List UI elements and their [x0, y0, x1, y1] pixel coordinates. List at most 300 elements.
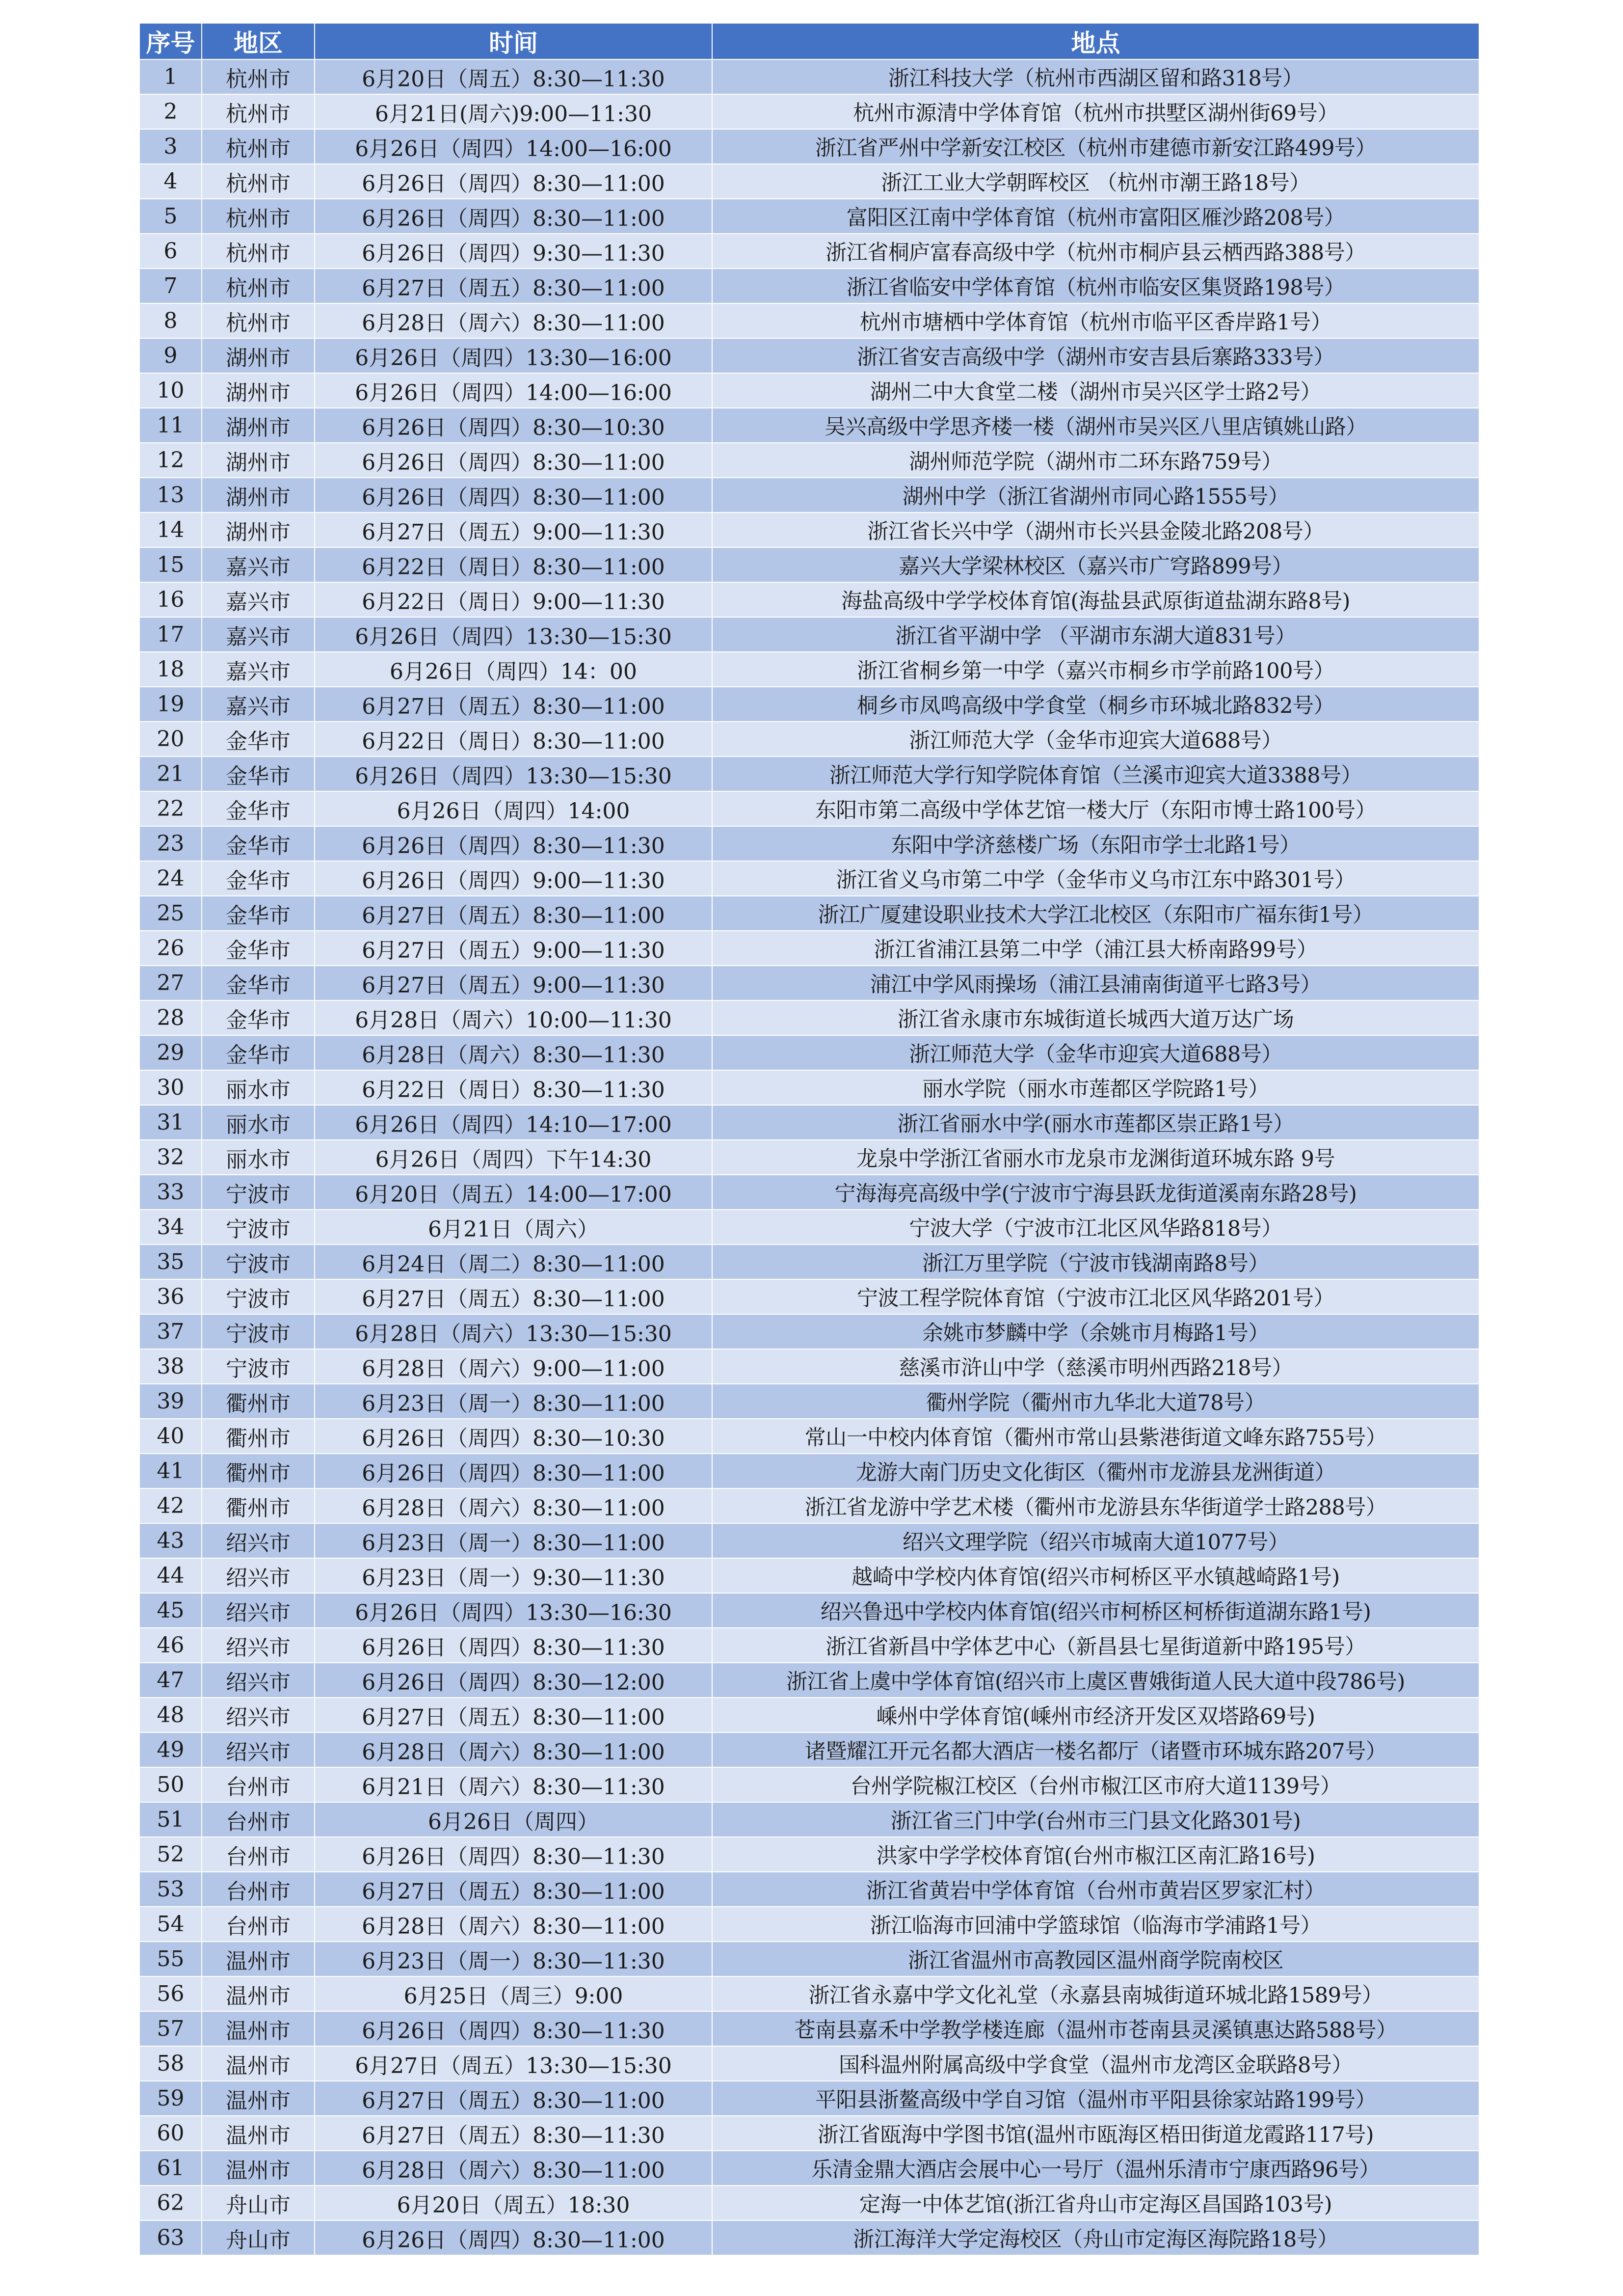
cell-index: 11	[139, 408, 202, 443]
table-row	[139, 1523, 1479, 1558]
table-row	[139, 1384, 1479, 1419]
table-row	[139, 1419, 1479, 1454]
cell-location: 丽水学院（丽水市莲都区学院路1号）	[712, 1070, 1479, 1105]
table-row	[139, 408, 1479, 443]
cell-region: 杭州市	[202, 303, 315, 338]
cell-location: 湖州二中大食堂二楼（湖州市吴兴区学士路2号）	[712, 373, 1479, 408]
cell-region: 温州市	[202, 1942, 315, 1976]
cell-location: 浙江省新昌中学体艺中心（新昌县七星街道新中路195号）	[712, 1628, 1479, 1663]
cell-time: 6月27日（周五）13:30—15:30	[315, 2046, 712, 2081]
cell-region: 温州市	[202, 2081, 315, 2116]
header-location: 地点	[712, 23, 1479, 59]
table-row	[139, 513, 1479, 547]
table-row	[139, 861, 1479, 896]
cell-region: 金华市	[202, 966, 315, 1000]
cell-time: 6月26日（周四）8:30—11:00	[315, 478, 712, 513]
cell-index: 61	[139, 2151, 202, 2186]
cell-region: 宁波市	[202, 1210, 315, 1244]
cell-index: 56	[139, 1976, 202, 2011]
table-row	[139, 443, 1479, 478]
cell-time: 6月27日（周五）9:00—11:30	[315, 966, 712, 1000]
cell-index: 29	[139, 1035, 202, 1070]
cell-location: 浙江省长兴中学（湖州市长兴县金陵北路208号）	[712, 513, 1479, 547]
cell-location: 湖州中学（浙江省湖州市同心路1555号）	[712, 478, 1479, 513]
cell-time: 6月28日（周六）13:30—15:30	[315, 1314, 712, 1349]
cell-region: 杭州市	[202, 59, 315, 94]
cell-region: 湖州市	[202, 338, 315, 373]
cell-location: 浙江省上虞中学体育馆(绍兴市上虞区曹娥街道人民大道中段786号)	[712, 1663, 1479, 1698]
cell-location: 浙江万里学院（宁波市钱湖南路8号）	[712, 1244, 1479, 1279]
cell-time: 6月26日（周四）8:30—11:30	[315, 826, 712, 861]
cell-location: 浙江省永康市东城街道长城西大道万达广场	[712, 1000, 1479, 1035]
cell-location: 浙江省丽水中学(丽水市莲都区崇正路1号）	[712, 1105, 1479, 1140]
cell-index: 46	[139, 1628, 202, 1663]
cell-time: 6月27日（周五）9:00—11:30	[315, 931, 712, 966]
table-row	[139, 1767, 1479, 1802]
cell-index: 57	[139, 2011, 202, 2046]
table-row	[139, 1976, 1479, 2011]
cell-index: 13	[139, 478, 202, 513]
cell-region: 温州市	[202, 2151, 315, 2186]
cell-time: 6月21日(周六)9:00—11:30	[315, 94, 712, 129]
cell-location: 平阳县浙鳌高级中学自习馆（温州市平阳县徐家站路199号）	[712, 2081, 1479, 2116]
table-row	[139, 2151, 1479, 2186]
table-row	[139, 756, 1479, 791]
cell-index: 44	[139, 1558, 202, 1593]
table-row	[139, 199, 1479, 234]
cell-index: 35	[139, 1244, 202, 1279]
cell-region: 金华市	[202, 1000, 315, 1035]
table-row	[139, 1628, 1479, 1663]
cell-index: 26	[139, 931, 202, 966]
cell-index: 38	[139, 1349, 202, 1384]
table-row	[139, 338, 1479, 373]
cell-location: 衢州学院（衢州市九华北大道78号）	[712, 1384, 1479, 1419]
cell-time: 6月28日（周六）8:30—11:00	[315, 303, 712, 338]
cell-time: 6月27日（周五）8:30—11:00	[315, 1872, 712, 1907]
cell-location: 浙江省永嘉中学文化礼堂（永嘉县南城街道环城北路1589号）	[712, 1976, 1479, 2011]
table-row	[139, 2116, 1479, 2151]
cell-location: 国科温州附属高级中学食堂（温州市龙湾区金联路8号）	[712, 2046, 1479, 2081]
cell-time: 6月23日（周一）9:30—11:30	[315, 1558, 712, 1593]
cell-time: 6月26日（周四）14:10—17:00	[315, 1105, 712, 1140]
cell-index: 2	[139, 94, 202, 129]
cell-location: 浙江省三门中学(台州市三门县文化路301号)	[712, 1802, 1479, 1837]
cell-location: 桐乡市凤鸣高级中学食堂（桐乡市环城北路832号）	[712, 687, 1479, 722]
cell-time: 6月26日（周四）14:00—16:00	[315, 129, 712, 164]
cell-index: 18	[139, 652, 202, 687]
cell-index: 19	[139, 687, 202, 722]
cell-time: 6月26日（周四）8:30—11:00	[315, 2220, 712, 2255]
cell-time: 6月21日（周六）8:30—11:30	[315, 1767, 712, 1802]
cell-region: 金华市	[202, 722, 315, 756]
table-row	[139, 1314, 1479, 1349]
cell-time: 6月26日（周四）14：00	[315, 652, 712, 687]
table-row	[139, 1105, 1479, 1140]
cell-time: 6月26日（周四）8:30—11:00	[315, 164, 712, 199]
cell-region: 嘉兴市	[202, 687, 315, 722]
table-row	[139, 234, 1479, 269]
cell-time: 6月27日（周五）8:30—11:00	[315, 2081, 712, 2116]
cell-location: 乐清金鼎大酒店会展中心一号厅（温州乐清市宁康西路96号）	[712, 2151, 1479, 2186]
table-row	[139, 1942, 1479, 1976]
cell-location: 浙江省桐乡第一中学（嘉兴市桐乡市学前路100号）	[712, 652, 1479, 687]
cell-location: 东阳市第二高级中学体艺馆一楼大厅（东阳市博士路100号）	[712, 791, 1479, 826]
cell-location: 绍兴文理学院（绍兴市城南大道1077号）	[712, 1523, 1479, 1558]
table-row	[139, 129, 1479, 164]
cell-index: 23	[139, 826, 202, 861]
cell-location: 宁海海亮高级中学(宁波市宁海县跃龙街道溪南东路28号)	[712, 1175, 1479, 1210]
cell-time: 6月26日（周四）13:30—15:30	[315, 756, 712, 791]
cell-location: 宁波大学（宁波市江北区风华路818号）	[712, 1210, 1479, 1244]
cell-index: 50	[139, 1767, 202, 1802]
cell-time: 6月26日（周四）下午14:30	[315, 1140, 712, 1175]
cell-index: 28	[139, 1000, 202, 1035]
cell-index: 63	[139, 2220, 202, 2255]
header-time: 时间	[315, 23, 712, 59]
cell-location: 台州学院椒江校区（台州市椒江区市府大道1139号）	[712, 1767, 1479, 1802]
cell-time: 6月23日（周一）8:30—11:00	[315, 1523, 712, 1558]
cell-region: 杭州市	[202, 199, 315, 234]
cell-time: 6月25日（周三）9:00	[315, 1976, 712, 2011]
cell-time: 6月21日（周六）	[315, 1210, 712, 1244]
cell-index: 31	[139, 1105, 202, 1140]
cell-location: 浙江省桐庐富春高级中学（杭州市桐庐县云栖西路388号）	[712, 234, 1479, 269]
cell-index: 9	[139, 338, 202, 373]
cell-location: 富阳区江南中学体育馆（杭州市富阳区雁沙路208号）	[712, 199, 1479, 234]
cell-location: 定海一中体艺馆(浙江省舟山市定海区昌国路103号)	[712, 2186, 1479, 2220]
cell-index: 8	[139, 303, 202, 338]
table-row	[139, 1907, 1479, 1942]
table-row	[139, 2081, 1479, 2116]
table-row	[139, 59, 1479, 94]
table-row	[139, 164, 1479, 199]
table-row	[139, 966, 1479, 1000]
cell-index: 30	[139, 1070, 202, 1105]
cell-time: 6月20日（周五）14:00—17:00	[315, 1175, 712, 1210]
cell-time: 6月28日（周六）8:30—11:00	[315, 2151, 712, 2186]
cell-location: 嘉兴大学梁林校区（嘉兴市广穹路899号）	[712, 547, 1479, 582]
cell-region: 金华市	[202, 896, 315, 931]
table-row	[139, 303, 1479, 338]
cell-region: 杭州市	[202, 164, 315, 199]
header-row	[139, 23, 1479, 59]
cell-index: 24	[139, 861, 202, 896]
table-row	[139, 826, 1479, 861]
cell-region: 金华市	[202, 1035, 315, 1070]
cell-index: 37	[139, 1314, 202, 1349]
cell-index: 45	[139, 1593, 202, 1628]
cell-region: 台州市	[202, 1802, 315, 1837]
cell-region: 丽水市	[202, 1070, 315, 1105]
cell-index: 48	[139, 1698, 202, 1732]
cell-location: 慈溪市浒山中学（慈溪市明州西路218号）	[712, 1349, 1479, 1384]
cell-region: 宁波市	[202, 1175, 315, 1210]
cell-location: 湖州师范学院（湖州市二环东路759号）	[712, 443, 1479, 478]
cell-time: 6月28日（周六）8:30—11:30	[315, 1035, 712, 1070]
cell-region: 金华市	[202, 756, 315, 791]
cell-index: 47	[139, 1663, 202, 1698]
cell-index: 34	[139, 1210, 202, 1244]
cell-index: 10	[139, 373, 202, 408]
table-row	[139, 687, 1479, 722]
table-row	[139, 1070, 1479, 1105]
cell-time: 6月26日（周四）8:30—11:30	[315, 1628, 712, 1663]
cell-index: 60	[139, 2116, 202, 2151]
cell-region: 金华市	[202, 861, 315, 896]
cell-region: 绍兴市	[202, 1628, 315, 1663]
cell-time: 6月26日（周四）8:30—12:00	[315, 1663, 712, 1698]
cell-location: 余姚市梦麟中学（余姚市月梅路1号）	[712, 1314, 1479, 1349]
cell-index: 51	[139, 1802, 202, 1837]
cell-region: 金华市	[202, 791, 315, 826]
cell-location: 浙江海洋大学定海校区（舟山市定海区海院路18号）	[712, 2220, 1479, 2255]
cell-region: 宁波市	[202, 1349, 315, 1384]
cell-index: 58	[139, 2046, 202, 2081]
cell-index: 25	[139, 896, 202, 931]
cell-region: 台州市	[202, 1907, 315, 1942]
cell-location: 杭州市塘栖中学体育馆（杭州市临平区香岸路1号）	[712, 303, 1479, 338]
cell-time: 6月26日（周四）8:30—11:00	[315, 1454, 712, 1488]
table-row	[139, 617, 1479, 652]
cell-time: 6月22日（周日）8:30—11:00	[315, 547, 712, 582]
cell-location: 浙江省平湖中学 （平湖市东湖大道831号）	[712, 617, 1479, 652]
cell-time: 6月22日（周日）9:00—11:30	[315, 582, 712, 617]
cell-time: 6月26日（周四）13:30—16:00	[315, 338, 712, 373]
schedule-table	[139, 23, 1480, 2256]
cell-region: 嘉兴市	[202, 652, 315, 687]
table-row	[139, 1558, 1479, 1593]
cell-index: 12	[139, 443, 202, 478]
table-row	[139, 652, 1479, 687]
table-row	[139, 1349, 1479, 1384]
cell-time: 6月27日（周五）8:30—11:00	[315, 1698, 712, 1732]
cell-region: 衢州市	[202, 1488, 315, 1523]
cell-index: 43	[139, 1523, 202, 1558]
cell-region: 湖州市	[202, 443, 315, 478]
table-row	[139, 1663, 1479, 1698]
cell-region: 湖州市	[202, 408, 315, 443]
cell-location: 浙江省瓯海中学图书馆(温州市瓯海区梧田街道龙霞路117号)	[712, 2116, 1479, 2151]
cell-index: 15	[139, 547, 202, 582]
table-row	[139, 1802, 1479, 1837]
cell-region: 嘉兴市	[202, 582, 315, 617]
cell-region: 绍兴市	[202, 1558, 315, 1593]
cell-time: 6月23日（周一）8:30—11:00	[315, 1384, 712, 1419]
cell-region: 丽水市	[202, 1105, 315, 1140]
cell-time: 6月28日（周六）10:00—11:30	[315, 1000, 712, 1035]
cell-index: 41	[139, 1454, 202, 1488]
cell-region: 温州市	[202, 2011, 315, 2046]
cell-index: 27	[139, 966, 202, 1000]
cell-region: 杭州市	[202, 94, 315, 129]
cell-location: 越崎中学校内体育馆(绍兴市柯桥区平水镇越崎路1号)	[712, 1558, 1479, 1593]
table-row	[139, 1872, 1479, 1907]
cell-time: 6月26日（周四）	[315, 1802, 712, 1837]
cell-time: 6月22日（周日）8:30—11:30	[315, 1070, 712, 1105]
cell-region: 温州市	[202, 2116, 315, 2151]
cell-location: 东阳中学济慈楼广场（东阳市学士北路1号）	[712, 826, 1479, 861]
cell-index: 20	[139, 722, 202, 756]
table-row	[139, 2046, 1479, 2081]
cell-time: 6月26日（周四）14:00	[315, 791, 712, 826]
cell-region: 温州市	[202, 1976, 315, 2011]
cell-region: 宁波市	[202, 1279, 315, 1314]
cell-location: 浙江临海市回浦中学篮球馆（临海市学浦路1号）	[712, 1907, 1479, 1942]
cell-location: 杭州市源清中学体育馆（杭州市拱墅区湖州街69号）	[712, 94, 1479, 129]
cell-location: 宁波工程学院体育馆（宁波市江北区风华路201号）	[712, 1279, 1479, 1314]
cell-location: 浙江省龙游中学艺术楼（衢州市龙游县东华街道学士路288号）	[712, 1488, 1479, 1523]
cell-index: 53	[139, 1872, 202, 1907]
cell-index: 39	[139, 1384, 202, 1419]
cell-region: 舟山市	[202, 2186, 315, 2220]
cell-time: 6月26日（周四）13:30—16:30	[315, 1593, 712, 1628]
cell-region: 台州市	[202, 1767, 315, 1802]
cell-region: 台州市	[202, 1872, 315, 1907]
cell-region: 杭州市	[202, 129, 315, 164]
cell-location: 吴兴高级中学思齐楼一楼（湖州市吴兴区八里店镇姚山路）	[712, 408, 1479, 443]
cell-index: 59	[139, 2081, 202, 2116]
table-row	[139, 2220, 1479, 2255]
cell-time: 6月27日（周五）8:30—11:30	[315, 2116, 712, 2151]
cell-time: 6月26日（周四）8:30—10:30	[315, 408, 712, 443]
cell-index: 42	[139, 1488, 202, 1523]
cell-time: 6月28日（周六）8:30—11:00	[315, 1907, 712, 1942]
cell-time: 6月26日（周四）8:30—10:30	[315, 1419, 712, 1454]
cell-location: 嵊州中学体育馆(嵊州市经济开发区双塔路69号)	[712, 1698, 1479, 1732]
cell-time: 6月20日（周五）8:30—11:30	[315, 59, 712, 94]
cell-time: 6月28日（周六）8:30—11:00	[315, 1488, 712, 1523]
cell-location: 浙江省黄岩中学体育馆（台州市黄岩区罗家汇村）	[712, 1872, 1479, 1907]
cell-location: 苍南县嘉禾中学教学楼连廊（温州市苍南县灵溪镇惠达路588号）	[712, 2011, 1479, 2046]
table-body	[139, 59, 1479, 2255]
cell-region: 杭州市	[202, 269, 315, 303]
cell-region: 绍兴市	[202, 1732, 315, 1767]
cell-index: 3	[139, 129, 202, 164]
cell-region: 绍兴市	[202, 1698, 315, 1732]
table-row	[139, 791, 1479, 826]
table-row	[139, 1593, 1479, 1628]
cell-index: 4	[139, 164, 202, 199]
cell-region: 舟山市	[202, 2220, 315, 2255]
cell-index: 55	[139, 1942, 202, 1976]
cell-location: 浙江省浦江县第二中学（浦江县大桥南路99号）	[712, 931, 1479, 966]
cell-index: 54	[139, 1907, 202, 1942]
cell-location: 浙江工业大学朝晖校区 （杭州市潮王路18号）	[712, 164, 1479, 199]
cell-region: 衢州市	[202, 1454, 315, 1488]
cell-location: 洪家中学学校体育馆(台州市椒江区南汇路16号)	[712, 1837, 1479, 1872]
table-row	[139, 896, 1479, 931]
cell-time: 6月26日（周四）8:30—11:00	[315, 199, 712, 234]
cell-time: 6月27日（周五）9:00—11:30	[315, 513, 712, 547]
cell-location: 浙江科技大学（杭州市西湖区留和路318号）	[712, 59, 1479, 94]
cell-region: 温州市	[202, 2046, 315, 2081]
cell-time: 6月26日（周四）8:30—11:30	[315, 1837, 712, 1872]
cell-time: 6月24日（周二）8:30—11:00	[315, 1244, 712, 1279]
table-row	[139, 1175, 1479, 1210]
table-row	[139, 373, 1479, 408]
cell-time: 6月27日（周五）8:30—11:00	[315, 269, 712, 303]
table-row	[139, 1837, 1479, 1872]
cell-time: 6月20日（周五）18:30	[315, 2186, 712, 2220]
cell-time: 6月28日（周六）8:30—11:00	[315, 1732, 712, 1767]
cell-index: 22	[139, 791, 202, 826]
table-row	[139, 582, 1479, 617]
cell-time: 6月26日（周四）9:30—11:30	[315, 234, 712, 269]
cell-index: 17	[139, 617, 202, 652]
table-row	[139, 1210, 1479, 1244]
cell-region: 嘉兴市	[202, 617, 315, 652]
cell-region: 宁波市	[202, 1244, 315, 1279]
table-row	[139, 1488, 1479, 1523]
table-row	[139, 931, 1479, 966]
table-row	[139, 1454, 1479, 1488]
cell-location: 常山一中校内体育馆（衢州市常山县紫港街道文峰东路755号）	[712, 1419, 1479, 1454]
table-row	[139, 2186, 1479, 2220]
cell-location: 浙江省严州中学新安江校区（杭州市建德市新安江路499号）	[712, 129, 1479, 164]
cell-location: 浙江广厦建设职业技术大学江北校区（东阳市广福东街1号）	[712, 896, 1479, 931]
cell-index: 52	[139, 1837, 202, 1872]
cell-location: 诸暨耀江开元名都大酒店一楼名都厅（诸暨市环城东路207号）	[712, 1732, 1479, 1767]
cell-location: 绍兴鲁迅中学校内体育馆(绍兴市柯桥区柯桥街道湖东路1号)	[712, 1593, 1479, 1628]
cell-index: 32	[139, 1140, 202, 1175]
cell-location: 海盐高级中学学校体育馆(海盐县武原街道盐湖东路8号)	[712, 582, 1479, 617]
cell-location: 浙江省安吉高级中学（湖州市安吉县后寨路333号）	[712, 338, 1479, 373]
cell-location: 龙泉中学浙江省丽水市龙泉市龙渊街道环城东路 9号	[712, 1140, 1479, 1175]
cell-region: 绍兴市	[202, 1663, 315, 1698]
cell-region: 绍兴市	[202, 1593, 315, 1628]
cell-index: 49	[139, 1732, 202, 1767]
cell-location: 浙江省温州市高教园区温州商学院南校区	[712, 1942, 1479, 1976]
table-row	[139, 478, 1479, 513]
table-row	[139, 1698, 1479, 1732]
cell-location: 龙游大南门历史文化街区（衢州市龙游县龙洲街道）	[712, 1454, 1479, 1488]
cell-time: 6月26日（周四）9:00—11:30	[315, 861, 712, 896]
cell-time: 6月26日（周四）8:30—11:00	[315, 443, 712, 478]
table-row	[139, 722, 1479, 756]
table-row	[139, 94, 1479, 129]
cell-location: 浙江省义乌市第二中学（金华市义乌市江东中路301号）	[712, 861, 1479, 896]
cell-index: 7	[139, 269, 202, 303]
cell-region: 杭州市	[202, 234, 315, 269]
cell-index: 5	[139, 199, 202, 234]
cell-time: 6月26日（周四）14:00—16:00	[315, 373, 712, 408]
cell-index: 1	[139, 59, 202, 94]
cell-index: 16	[139, 582, 202, 617]
cell-time: 6月27日（周五）8:30—11:00	[315, 687, 712, 722]
cell-location: 浙江师范大学（金华市迎宾大道688号）	[712, 1035, 1479, 1070]
cell-region: 湖州市	[202, 513, 315, 547]
cell-region: 宁波市	[202, 1314, 315, 1349]
cell-index: 33	[139, 1175, 202, 1210]
table-row	[139, 1279, 1479, 1314]
cell-region: 金华市	[202, 931, 315, 966]
cell-index: 40	[139, 1419, 202, 1454]
cell-region: 衢州市	[202, 1384, 315, 1419]
table-row	[139, 269, 1479, 303]
cell-region: 台州市	[202, 1837, 315, 1872]
table-row	[139, 1732, 1479, 1767]
cell-location: 浦江中学风雨操场（浦江县浦南街道平七路3号）	[712, 966, 1479, 1000]
table-row	[139, 1000, 1479, 1035]
cell-index: 6	[139, 234, 202, 269]
cell-region: 金华市	[202, 826, 315, 861]
table-row	[139, 1244, 1479, 1279]
cell-region: 衢州市	[202, 1419, 315, 1454]
cell-time: 6月26日（周四）13:30—15:30	[315, 617, 712, 652]
table-row	[139, 547, 1479, 582]
cell-region: 绍兴市	[202, 1523, 315, 1558]
